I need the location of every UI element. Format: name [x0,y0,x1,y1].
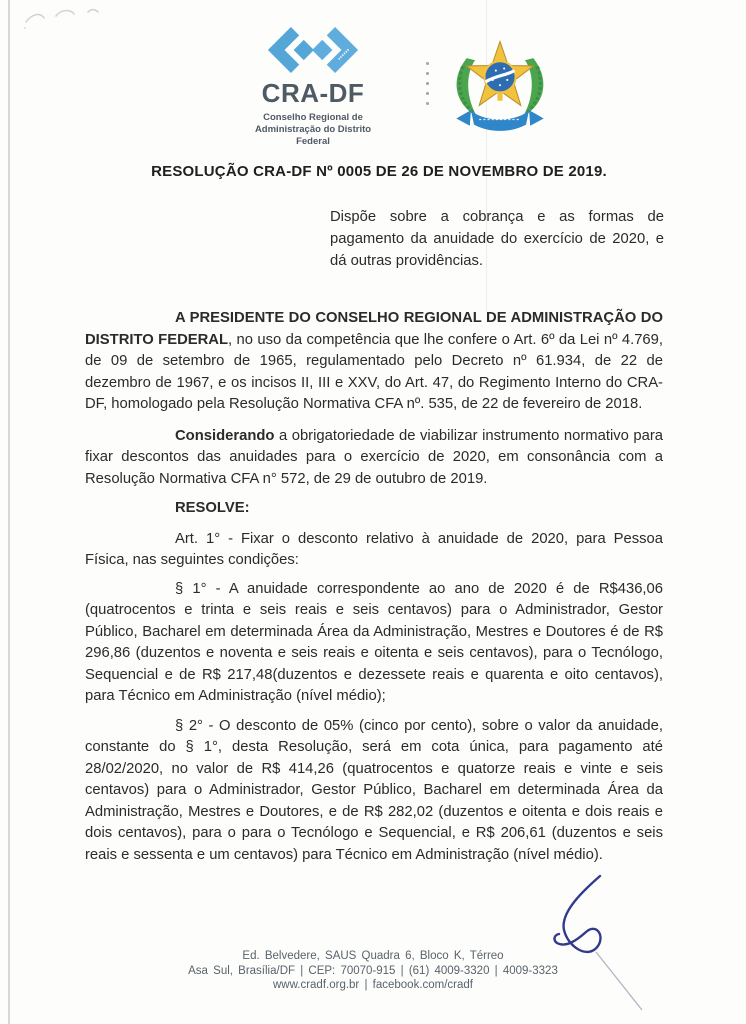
paragraph-section-2 [85,716,663,867]
paragraph-art-1 [85,529,663,572]
section-2-text: § 2° - O desconto de 05% (cinco por cento), sobre o valor da anuidade, constante do § 1°, desta Resolução, será em cota única, para pagamento até 28/02/2020, no valor de R$ 414,26 (quatrocentos e quatorze reais e vinte e seis centavos) para o Administrador, Gestor Público, Bacharel em determinada Área da Administração, Mestres e Doutores, e de R$ 282,02 (duzentos e oitenta e dois reais e dois centavos), para o para o Tecnólogo e Sequencial, e R$ 206,61 (duzentos e seis reais e sessenta e um centavos) para Técnico em Administração (nível médio). [85,717,663,863]
preamble-text: , no uso da competência que lhe confere o Art. 6º da Lei nº 4.769, de 09 de setembro de 1965, regulamentado pelo Decreto nº 61.934, de 22 de dezembro de 1967, e os incisos II, III e XXV, do Art. 47, do Regimento Interno do CRA-DF, homologado pela Resolução Normativa CFA nº. 535, de 22 de fevereiro de 2018. [85,331,663,412]
considerando-bold-lead: Considerando [175,427,275,444]
cra-df-diamond-icon [267,26,359,74]
brazil-coat-of-arms-icon [448,30,552,132]
org-name-line2: Administração do Distrito Federal [254,124,372,147]
org-acronym: CRA-DF [261,78,365,108]
considerando-text: a obrigatoriedade de viabilizar instrumento normativo para fixar descontos das anuidades para o exercício de 2020, em consonância com a Resolução Normativa CFA n° 572, de 29 de outubro de 2019. [85,427,663,487]
paragraph-preamble [85,308,663,416]
art-1-text: Art. 1° - Fixar o desconto relativo à anuidade de 2020, para Pessoa Física, nas seguintes condições: [85,530,663,568]
vertical-dots-separator [426,62,429,105]
pen-flourish-signature [538,868,658,1020]
section-1-text: § 1° - A anuidade correspondente ao ano de 2020 é de R$436,06 (quatrocentos e trinta e seis reais e seis centavos) para o Administrador, Gestor Público, Bacharel em determinada Área da Administração, Mestres e Doutores é de R$ 296,86 (duzentos e noventa e seis reais e oitenta e seis centavos), para o Tecnólogo, Sequencial e de R$ 217,48(duzentos e dezessete reais e quarenta e oito centavos), para Técnico em Administração (nível médio); [85,580,663,704]
paragraph-resolve [85,498,663,520]
epigraph: Dispõe sobre a cobrança e as formas de pagamento da anuidade do exercício de 2020, e dá outras providências. [330,209,664,269]
paragraph-considerando [85,426,663,491]
footer-address-line1: Ed. Belvedere, SAUS Quadra 6, Bloco K, Térreo [242,950,504,962]
paragraph-section-1 [85,579,663,708]
preamble-bold-lead: A PRESIDENTE DO CONSELHO REGIONAL DE ADMINISTRAÇÃO DO DISTRITO FEDERAL [85,310,663,348]
resolve-bold-lead: RESOLVE: [175,500,250,516]
pencil-scribble-marks [22,2,142,32]
resolution-title: RESOLUÇÃO CRA-DF Nº 0005 DE 26 DE NOVEMBRO DE 2019. [151,163,607,180]
footer-address-line2: Asa Sul, Brasília/DF | CEP: 70070-915 | (61) 4009-3320 | 4009-3323 [188,964,558,977]
cra-df-logo [238,26,388,148]
footer-web-line: www.cradf.org.br | facebook.com/cradf [272,979,473,991]
letterhead-footer [0,949,746,993]
scan-edge-line [8,0,10,1024]
document-body [85,308,663,866]
org-name-line1: Conselho Regional de [263,112,363,123]
